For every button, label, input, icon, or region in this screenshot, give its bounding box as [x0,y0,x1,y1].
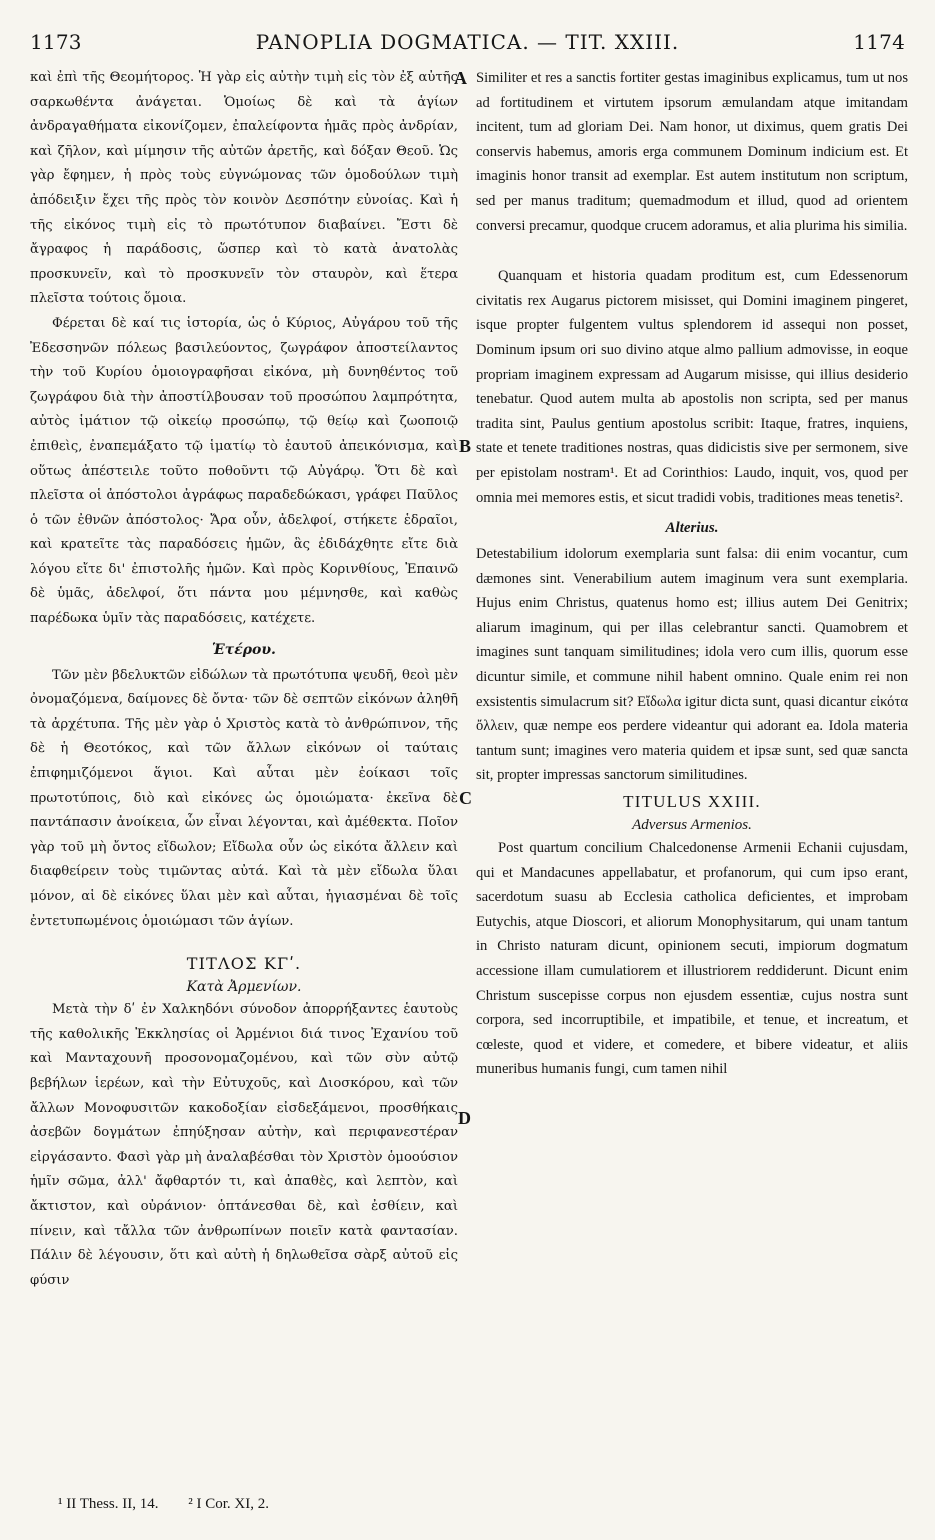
margin-letter-c: C [459,788,472,808]
left-page-number: 1173 [30,30,82,54]
margin-letter-d: D [458,1108,471,1128]
greek-paragraph-2: Φέρεται δὲ καί τις ἱστορία, ὡς ὁ Κύριος, Αὐγάρου τοῦ τῆς Ἐδεσσηνῶν πόλεως βασιλεύοντος, ζωγράφον ἀποστείλαντος τὴν τοῦ Κυρίου ὁμοιογραφῆσαι εἰκόνα, μὴ δυνηθέντος τοῦ ζωγράφου διὰ τὴν ἀποστίλβουσαν τοῦ προσώπου λαμπρότητα, αὐτὸς ἱμάτιον τῷ οἰκείῳ προσώπῳ, τῷ θείῳ καὶ ζωοποιῷ ἐπιθεὶς, ἐναπεμάξατο τῷ ἱματίῳ τὸ ἑαυτοῦ ἀπεικόνισμα, καὶ οὕτως ἀπέστειλε τοῦτο ποθοῦντι τῷ Αὐγάρῳ. Ὅτι δὲ καὶ πλεῖστα οἱ ἀπόστολοι ἀγράφως παραδεδώκασι, γράφει Παῦλος ὁ τῶν ἐθνῶν ἀπόστολος· Ἄρα οὖν, ἀδελφοί, στήκετε ἑδραῖοι, καὶ κρατεῖτε τὰς παραδόσεις ἡμῶν, ἃς ἐδιδάχθητε εἴτε διὰ λόγου εἴτε δι' ἐπιστολῆς ἡμῶν. Καὶ πρὸς Κορινθίους, Ἐπαινῶ δὲ ὑμᾶς, ἀδελφοί, ὅτι πάντα μου μέμνησθε, καὶ καθὼς παρέδωκα ὑμῖν τὰς παραδόσεις, κατέχετε. [30,315,458,627]
latin-title: TITULUS XXIII. [623,792,761,812]
greek-paragraph-4: Μετὰ τὴν δʹ ἐν Χαλκηδόνι σύνοδον ἀπορρήξαντες ἑαυτοὺς τῆς καθολικῆς Ἐκκλησίας οἱ Ἀρμένιοι διά τινος Ἐχανίου τοῦ καὶ Μανταχουνῆ προσονομαζομένου, καὶ τῶν σὺν αὐτῷ βεβήλων ἱερέων, καὶ τὴν Εὐτυχοῦς, καὶ Διοσκόρου, καὶ τῶν ἄλλων Μονοφυσιτῶν κακοδοξίαν εἰσδεξάμενοι, προσθήκαις ἀσεβῶν δογμάτων ἐπηύξησαν αὐτὴν, καὶ περιφανεστέραν εἰργάσαντο. Φασὶ γὰρ μὴ ἀναλαβέσθαι τὸν Χριστὸν ὁμοούσιον ἡμῖν σῶμα, ἀλλ' ἄφθαρτόν τι, καὶ ἀπαθὲς, καὶ λεπτὸν, καὶ ἄκτιστον, καὶ οὐράνιον· ὁπτάνεσθαι δὲ, καὶ ἐσθίειν, καὶ πίνειν, καὶ τἄλλα τῶν ἀνθρωπίνων ποιεῖν κατὰ φαντασίαν. Πάλιν δὲ λέγουσιν, ὅτι καὶ αὐτὴ ἡ δηλωθεῖσα σὰρξ αὐτοῦ εἰς φύσιν [30,1002,458,1288]
footnote-2: ² I Cor. XI, 2. [188,1496,269,1512]
greek-column [30,66,458,1293]
greek-paragraph-3: Τῶν μὲν βδελυκτῶν εἰδώλων τὰ πρωτότυπα ψευδῆ, θεοὶ μὲν ὀνομαζόμενα, δαίμονες δὲ ὄντα· τῶν δὲ σεπτῶν εἰκόνων ἀληθῆ τὰ ἀρχέτυπα. Τῆς μὲν γὰρ ὁ Χριστὸς κατὰ τὸ ἀνθρώπινον, τῆς δὲ ἡ Θεοτόκος, καὶ τῶν ἄλλων εἰκόνων οἱ ταύταις ἐπιφημιζόμενοι ἅγιοι. Καὶ αὗται μὲν ἐοίκασι τοῖς πρωτοτύποις, διὸ καὶ εἰκόνες ὡς ὁμοιώματα· ἐκεῖνα δὲ παντάπασιν ἀνοίκεια, ὧν εἶναι λέγονται, καὶ ἀμέθεκτα. Ποῖον γὰρ τοῦ μὴ ὄντος εἴδωλον; Εἴδωλα οὖν ὡς εἰκότα ἄλλειν καὶ διαφθείρειν τοὺς τιμῶντας αὐτά. Καὶ τὰ μὲν εἴδωλα ὕλαι μόνον, αἱ δὲ εἰκόνες ὕλαι μὲν καὶ αὗται, ἡγιασμέναι δὲ τοῖς ἐντετυπωμένοις ὁμοιώμασι τῶν ἁγίων. [30,667,458,929]
latin-subhead: Alterius. [665,520,719,537]
latin-column [476,66,908,1082]
latin-paragraph-1: Similiter et res a sanctis fortiter gestas imaginibus explicamus, tum ut nos ad fortitudinem et virtutem ipsorum æmulandam atque imitandam incitent, tum ad gloriam Dei. Nam honor, ut diximus, quem gratis Dei conservis habemus, amoris erga communem Dominum indicium est. Et imaginis honor transit ad exemplar. Est autem institutum non scriptum, sed per manus traditum; quemadmodum et illud, quod ad orientem conversi precamur, quodque crucem adoramus, et alia plurima his similia. [476,70,908,234]
footnotes [58,1496,295,1513]
latin-paragraph-4: Post quartum concilium Chalcedonense Armenii Echanii cujusdam, qui et Mandacunes appellabatur, et profanorum, qui cum ipso erant, sacerdotum suasu ab Ecclesia catholica deficientes, et improbam Eutychis, atque Dioscori, et aliorum Monophysitarum, qui unam tantum in Christo naturam dicunt, opinionem secuti, impiorum dogmatum accessione illam cumulatiorem et illustriorem reddiderunt. Dicunt enim Christum suscepisse corpus non ejusdem essentiæ, cujus nostra sunt corpora, sed incorruptibile, et impatibile, et tenue, et increatum, et cœleste, quod et videre, et comedere, et bibere videatur, et aliis muneribus humanis fungi, cum tamen nihil [476,840,908,1078]
greek-title-sub: Κατὰ Ἀρμενίων. [186,979,302,996]
running-head [30,30,905,60]
latin-paragraph-3: Detestabilium idolorum exemplaria sunt falsa: dii enim vocantur, cum dæmones sint. Venerabilium autem imaginum vera sunt exemplaria. Hujus enim Christus, quatenus homo est; illius autem Dei Genitrix; aliarum imaginum, qui per illas celebrantur sancti. Quamobrem et imagines sunt tanquam similitudines; idola vero cum illis, quorum esse dicuntur simile, et commune nihil habent omnino. Quale enim rei non exsistentis simulacrum sit? Εἴδωλα igitur dicta sunt, quasi dicantur εἰκότα ὄλλειν, quæ nempe eos perdere videantur qui adorant ea. Idola materia tantum sunt; imagines vero materia quidem et ipsæ sunt, sed quæ sancta sit, propter impressas sanctorum similitudines. [476,546,908,784]
greek-subhead: Ἑτέρου. [212,641,276,658]
greek-title: ΤΙΤΛΟΣ ΚΓʹ. [186,954,302,974]
margin-letter-a: A [454,68,467,88]
greek-paragraph-1: καὶ ἐπὶ τῆς Θεομήτορος. Ἡ γὰρ εἰς αὐτὴν τιμὴ εἰς τὸν ἐξ αὐτῆς σαρκωθέντα ἀνάγεται. Ὁμοίως δὲ καὶ τὰ ἁγίων ἀνδραγαθήματα εἰκονίζομεν, ἐπαλείφοντα ἡμᾶς πρὸς ἀνδρίαν, καὶ ζῆλον, καὶ μίμησιν τῆς αὐτῶν ἀρετῆς, καὶ δόξαν Θεοῦ. Ὡς γὰρ ἔφημεν, ἡ πρὸς τοὺς εὐγνώμονας τῶν ὁμοδούλων τιμὴ ἀπόδειξιν ἔχει τῆς πρὸς τὸν κοινὸν Δεσπότην εὐνοίας. Καὶ ἡ τῆς εἰκόνος τιμὴ εἰς τὸ πρωτότυπον διαβαίνει. Ἔστι δὲ ἄγραφος ἡ παράδοσις, ὥσπερ καὶ τὸ κατὰ ἀνατολὰς προσκυνεῖν, καὶ τὸ προσκυνεῖν τὸν σταυρὸν, καὶ ἕτερα πλεῖστα τούτοις ὅμοια. [30,70,458,307]
running-title: PANOPLIA DOGMATICA. — TIT. XXIII. [255,30,680,54]
footnote-1: ¹ II Thess. II, 14. [58,1496,159,1512]
right-page-number: 1174 [853,30,905,54]
latin-paragraph-2: Quanquam et historia quadam proditum est, cum Edessenorum civitatis rex Augarus pictorem misisset, qui Domini imaginem pingeret, isque propter fulgentem vultus splendorem id assequi non posset, Dominum ipsum ori suo divino atque almo pallium admovisse, in eoque propriam imaginem expressam ad Augarum misisse, qui illius desiderio tenebatur. Quod autem multa ab apostolis non scripta, sed per manus tradita sint, Paulus gentium apostolus scribit: Itaque, fratres, inquiens, state et tenete traditiones nostras, quas didicistis sive per sermonem, sive per epistolam nostram¹. Et ad Corinthios: Laudo, inquit, vos, quod per omnia mei memores estis, et sicut tradidi vobis, traditiones meas tenetis². [476,268,908,506]
latin-title-sub: Adversus Armenios. [632,817,752,834]
margin-letter-b: B [459,436,472,456]
